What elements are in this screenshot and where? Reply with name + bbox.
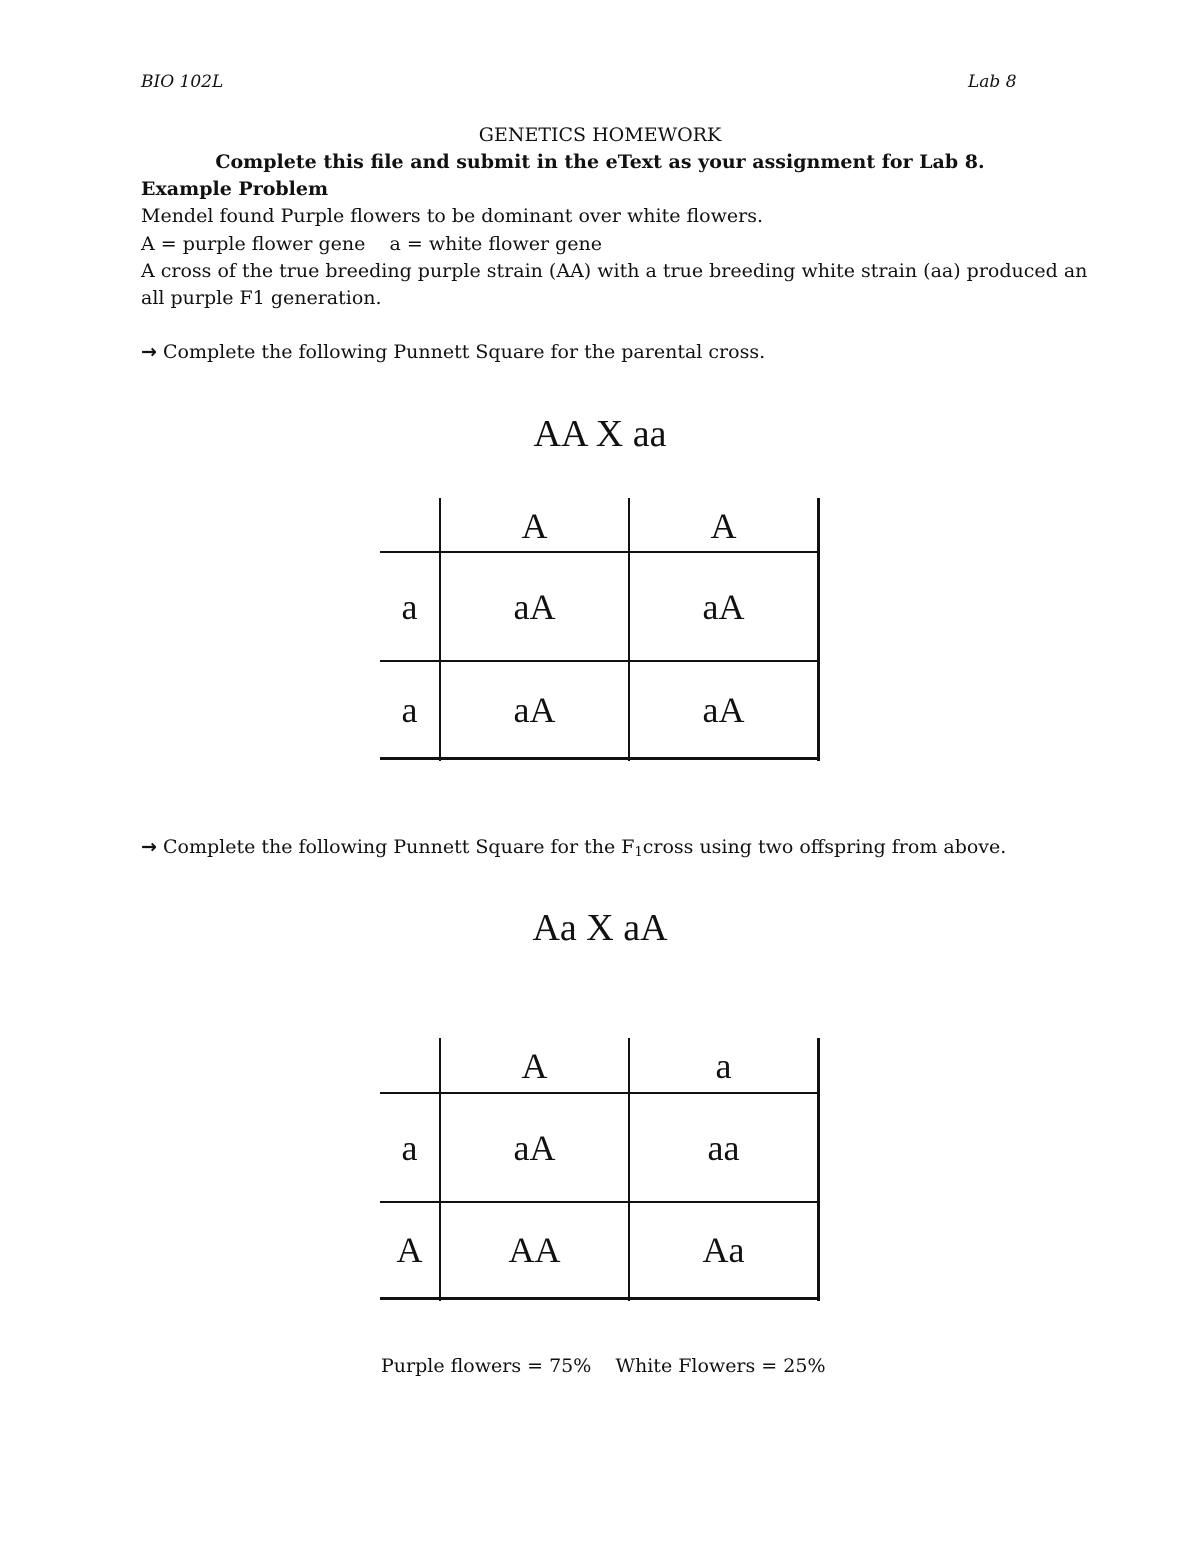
row-allele: a: [401, 689, 418, 730]
example-line-4: all purple F1 generation.: [141, 287, 382, 309]
result-ratio: Purple flowers = 75% White Flowers = 25%: [381, 1355, 826, 1377]
grid-line: [817, 498, 820, 761]
punnett-square-parental: [380, 498, 820, 761]
instruction-f1: [141, 836, 1006, 858]
example-line-2: A = purple flower gene a = white flower gene: [141, 233, 602, 255]
genotype-cell: aA: [513, 586, 556, 627]
genotype-cell: aA: [702, 689, 745, 730]
arrow-icon: →: [141, 836, 157, 858]
page-title: GENETICS HOMEWORK: [478, 124, 722, 146]
example-line-1: Mendel found Purple flowers to be dominant over white flowers.: [141, 205, 763, 227]
column-allele: a: [715, 1046, 732, 1086]
grid-line: [380, 1297, 820, 1300]
cross-parental: AA X aa: [533, 413, 667, 455]
genotype-cell: aA: [513, 1127, 556, 1168]
genotype-cell: aa: [707, 1127, 740, 1168]
example-heading: Example Problem: [141, 178, 329, 200]
row-allele: a: [401, 586, 418, 627]
genotype-cell: aA: [702, 586, 745, 627]
instruction-parental-text: Complete the following Punnett Square for the parental cross.: [162, 341, 766, 363]
arrow-icon: →: [141, 341, 157, 363]
genotype-cell: Aa: [702, 1230, 745, 1270]
example-line-3: A cross of the true breeding purple strain (AA) with a true breeding white strain (aa) produced an: [141, 260, 1088, 282]
genotype-cell: AA: [508, 1230, 561, 1270]
instruction-f1-text-before: Complete the following Punnett Square for the F: [162, 836, 635, 858]
instruction-f1-text-after: cross using two offspring from above.: [642, 836, 1007, 858]
grid-line: [380, 757, 820, 760]
page-subtitle: Complete this file and submit in the eText as your assignment for Lab 8.: [215, 151, 985, 173]
column-allele: A: [521, 505, 548, 546]
row-allele: a: [401, 1127, 418, 1168]
column-allele: A: [521, 1046, 548, 1086]
cross-f1: Aa X aA: [532, 907, 668, 949]
header-course: BIO 102L: [141, 72, 224, 92]
header-lab: Lab 8: [968, 72, 1017, 92]
row-allele: A: [396, 1230, 423, 1270]
grid-line: [817, 1038, 820, 1301]
instruction-parental: [141, 341, 765, 363]
instruction-f1-subscript: 1: [634, 845, 643, 860]
punnett-square-f1: [380, 1038, 820, 1301]
column-allele: A: [710, 505, 737, 546]
genotype-cell: aA: [513, 689, 556, 730]
